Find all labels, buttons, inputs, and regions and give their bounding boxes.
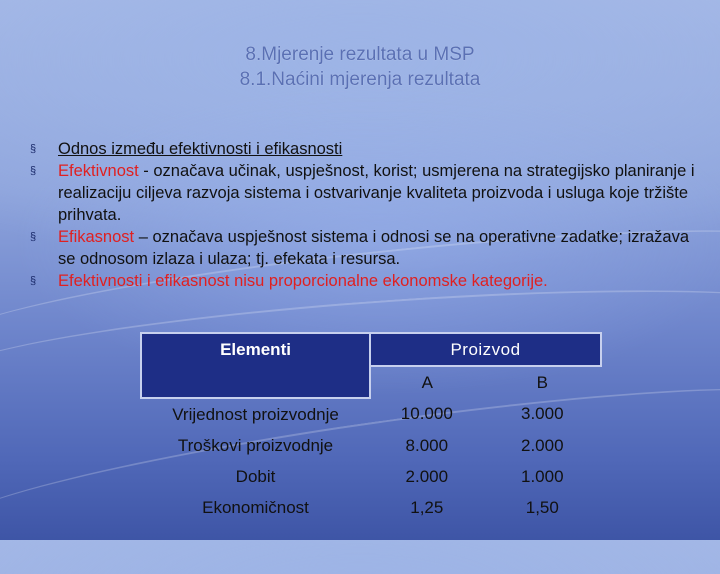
comparison-table <box>140 332 602 523</box>
title-line-2: 8.1.Naćini mjerenja rezultata <box>239 69 481 90</box>
header-elementi: Elementi <box>141 333 370 398</box>
bullet-text-red: Efektivnosti i efikasnost nisu proporcionalne ekonomske kategorije. <box>58 272 548 290</box>
table-row <box>141 492 601 523</box>
bullet-text: – označava uspješnost sistema i odnosi se na operativne zadatke; izražava se odnosom izlaza i ulaza; tj. efekata i resursa. <box>58 228 690 268</box>
header-proizvod: Proizvod <box>370 333 601 366</box>
bullet-square-icon: § <box>30 143 37 155</box>
cell-b: 1.000 <box>521 466 564 486</box>
cell-a: 1,25 <box>410 497 444 517</box>
cell-b: 1,50 <box>525 497 559 517</box>
header-b: B <box>536 372 548 392</box>
slide-title <box>0 42 720 92</box>
cell-b: 3.000 <box>521 404 564 423</box>
bullet-item <box>30 270 702 292</box>
bullet-item <box>30 226 702 270</box>
title-line-1: 8.Mjerenje rezultata u MSP <box>245 44 475 65</box>
cell-a: 10.000 <box>400 404 453 423</box>
bullet-item <box>30 160 702 226</box>
bullet-text: - označava učinak, uspješnost, korist; usmjerena na strategijsko planiranje i realizaciju ciljeva razvoja sistema i ostvarivanje kvaliteta proizvoda i usluga koje tržište prihvata. <box>58 162 695 224</box>
bullet-item <box>30 138 702 160</box>
table-row <box>141 430 601 461</box>
term-efektivnost: Efektivnost <box>58 162 139 180</box>
bullet-square-icon: § <box>30 275 37 287</box>
row-label: Ekonomičnost <box>202 497 309 517</box>
cell-a: 2.000 <box>405 466 449 486</box>
row-label: Vrijednost proizvodnje <box>172 404 339 424</box>
bullet-list <box>30 138 702 292</box>
header-a: A <box>421 372 433 392</box>
cell-b: 2.000 <box>521 435 564 455</box>
table-row <box>141 398 601 430</box>
cell-a: 8.000 <box>405 435 449 455</box>
bullet-text: Odnos između efektivnosti i efikasnosti <box>58 140 343 158</box>
table-row <box>141 461 601 492</box>
bullet-square-icon: § <box>30 231 37 243</box>
row-label: Troškovi proizvodnje <box>177 435 334 455</box>
row-label: Dobit <box>235 466 276 486</box>
term-efikasnost: Efikasnost <box>58 228 135 246</box>
bullet-square-icon: § <box>30 165 37 177</box>
